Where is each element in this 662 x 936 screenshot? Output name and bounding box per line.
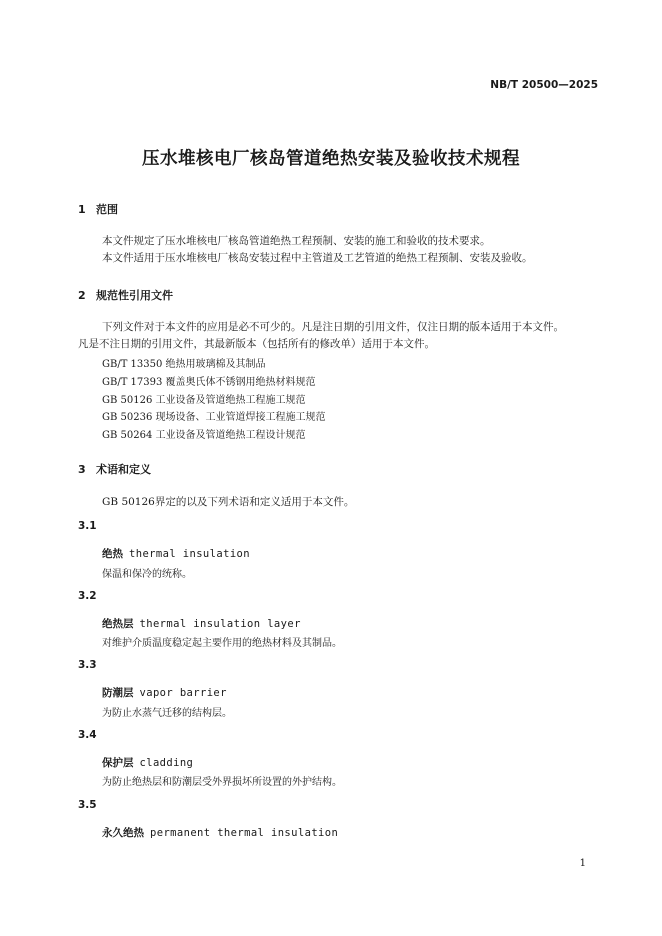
section-1-paragraph-2: 本文件适用于压水堆核电厂核岛安装过程中主管道及工艺管道的绝热工程预制、安装及验收。 — [102, 252, 533, 264]
term-number: 3.2 — [78, 590, 97, 602]
term-en: thermal insulation layer — [139, 618, 301, 630]
term-definition: 对维护介质温度稳定起主要作用的绝热材料及其制品。 — [102, 638, 342, 649]
term-number: 3.3 — [78, 659, 97, 671]
term-zh: 防潮层 — [102, 687, 134, 699]
section-2-heading — [78, 287, 173, 303]
section-title: 术语和定义 — [96, 463, 151, 476]
section-1-paragraph-1: 本文件规定了压水堆核电厂核岛管道绝热工程预制、安装的施工和验收的技术要求。 — [102, 235, 491, 247]
section-number: 3 — [78, 463, 86, 476]
section-3-heading — [78, 461, 151, 477]
term-heading — [102, 546, 250, 561]
section-1-heading — [78, 201, 118, 217]
section-number: 1 — [78, 203, 86, 216]
term-en: cladding — [139, 757, 194, 769]
term-heading — [102, 755, 193, 770]
term-heading — [102, 685, 227, 700]
term-heading — [102, 616, 301, 631]
section-number: 2 — [78, 289, 86, 302]
document-title: 压水堆核电厂核岛管道绝热安装及验收技术规程 — [142, 149, 520, 169]
document-code: NB/T 20500—2025 — [490, 79, 598, 91]
term-zh: 绝热层 — [102, 618, 134, 630]
reference-item: GB 50264 工业设备及管道绝热工程设计规范 — [102, 430, 306, 441]
reference-item: GB/T 13350 绝热用玻璃棉及其制品 — [102, 359, 266, 370]
term-zh: 保护层 — [102, 757, 134, 769]
section-2-intro-line-2: 凡是不注日期的引用文件，其最新版本（包括所有的修改单）适用于本文件。 — [78, 338, 435, 350]
term-en: permanent thermal insulation — [150, 827, 339, 839]
term-zh: 绝热 — [102, 548, 123, 560]
term-definition: 为防止绝热层和防潮层受外界损坏所设置的外护结构。 — [102, 777, 342, 788]
section-title: 规范性引用文件 — [96, 289, 173, 302]
term-en: vapor barrier — [139, 687, 227, 699]
term-number: 3.4 — [78, 729, 97, 741]
section-3-intro: GB 50126界定的以及下列术语和定义适用于本文件。 — [102, 496, 355, 508]
page-number: 1 — [579, 858, 586, 869]
term-heading — [102, 825, 338, 840]
term-number: 3.5 — [78, 799, 97, 811]
reference-item: GB 50126 工业设备及管道绝热工程施工规范 — [102, 395, 306, 406]
section-title: 范围 — [96, 203, 118, 216]
reference-item: GB/T 17393 覆盖奥氏体不锈钢用绝热材料规范 — [102, 377, 316, 388]
term-zh: 永久绝热 — [102, 827, 144, 839]
section-2-intro-line-1: 下列文件对于本文件的应用是必不可少的。凡是注日期的引用文件，仅注日期的版本适用于本文件。 — [102, 321, 564, 333]
term-definition: 为防止水蒸气迁移的结构层。 — [102, 708, 232, 719]
term-number: 3.1 — [78, 520, 97, 532]
term-definition: 保温和保冷的统称。 — [102, 569, 192, 580]
reference-item: GB 50236 现场设备、工业管道焊接工程施工规范 — [102, 412, 326, 423]
term-en: thermal insulation — [129, 548, 250, 560]
